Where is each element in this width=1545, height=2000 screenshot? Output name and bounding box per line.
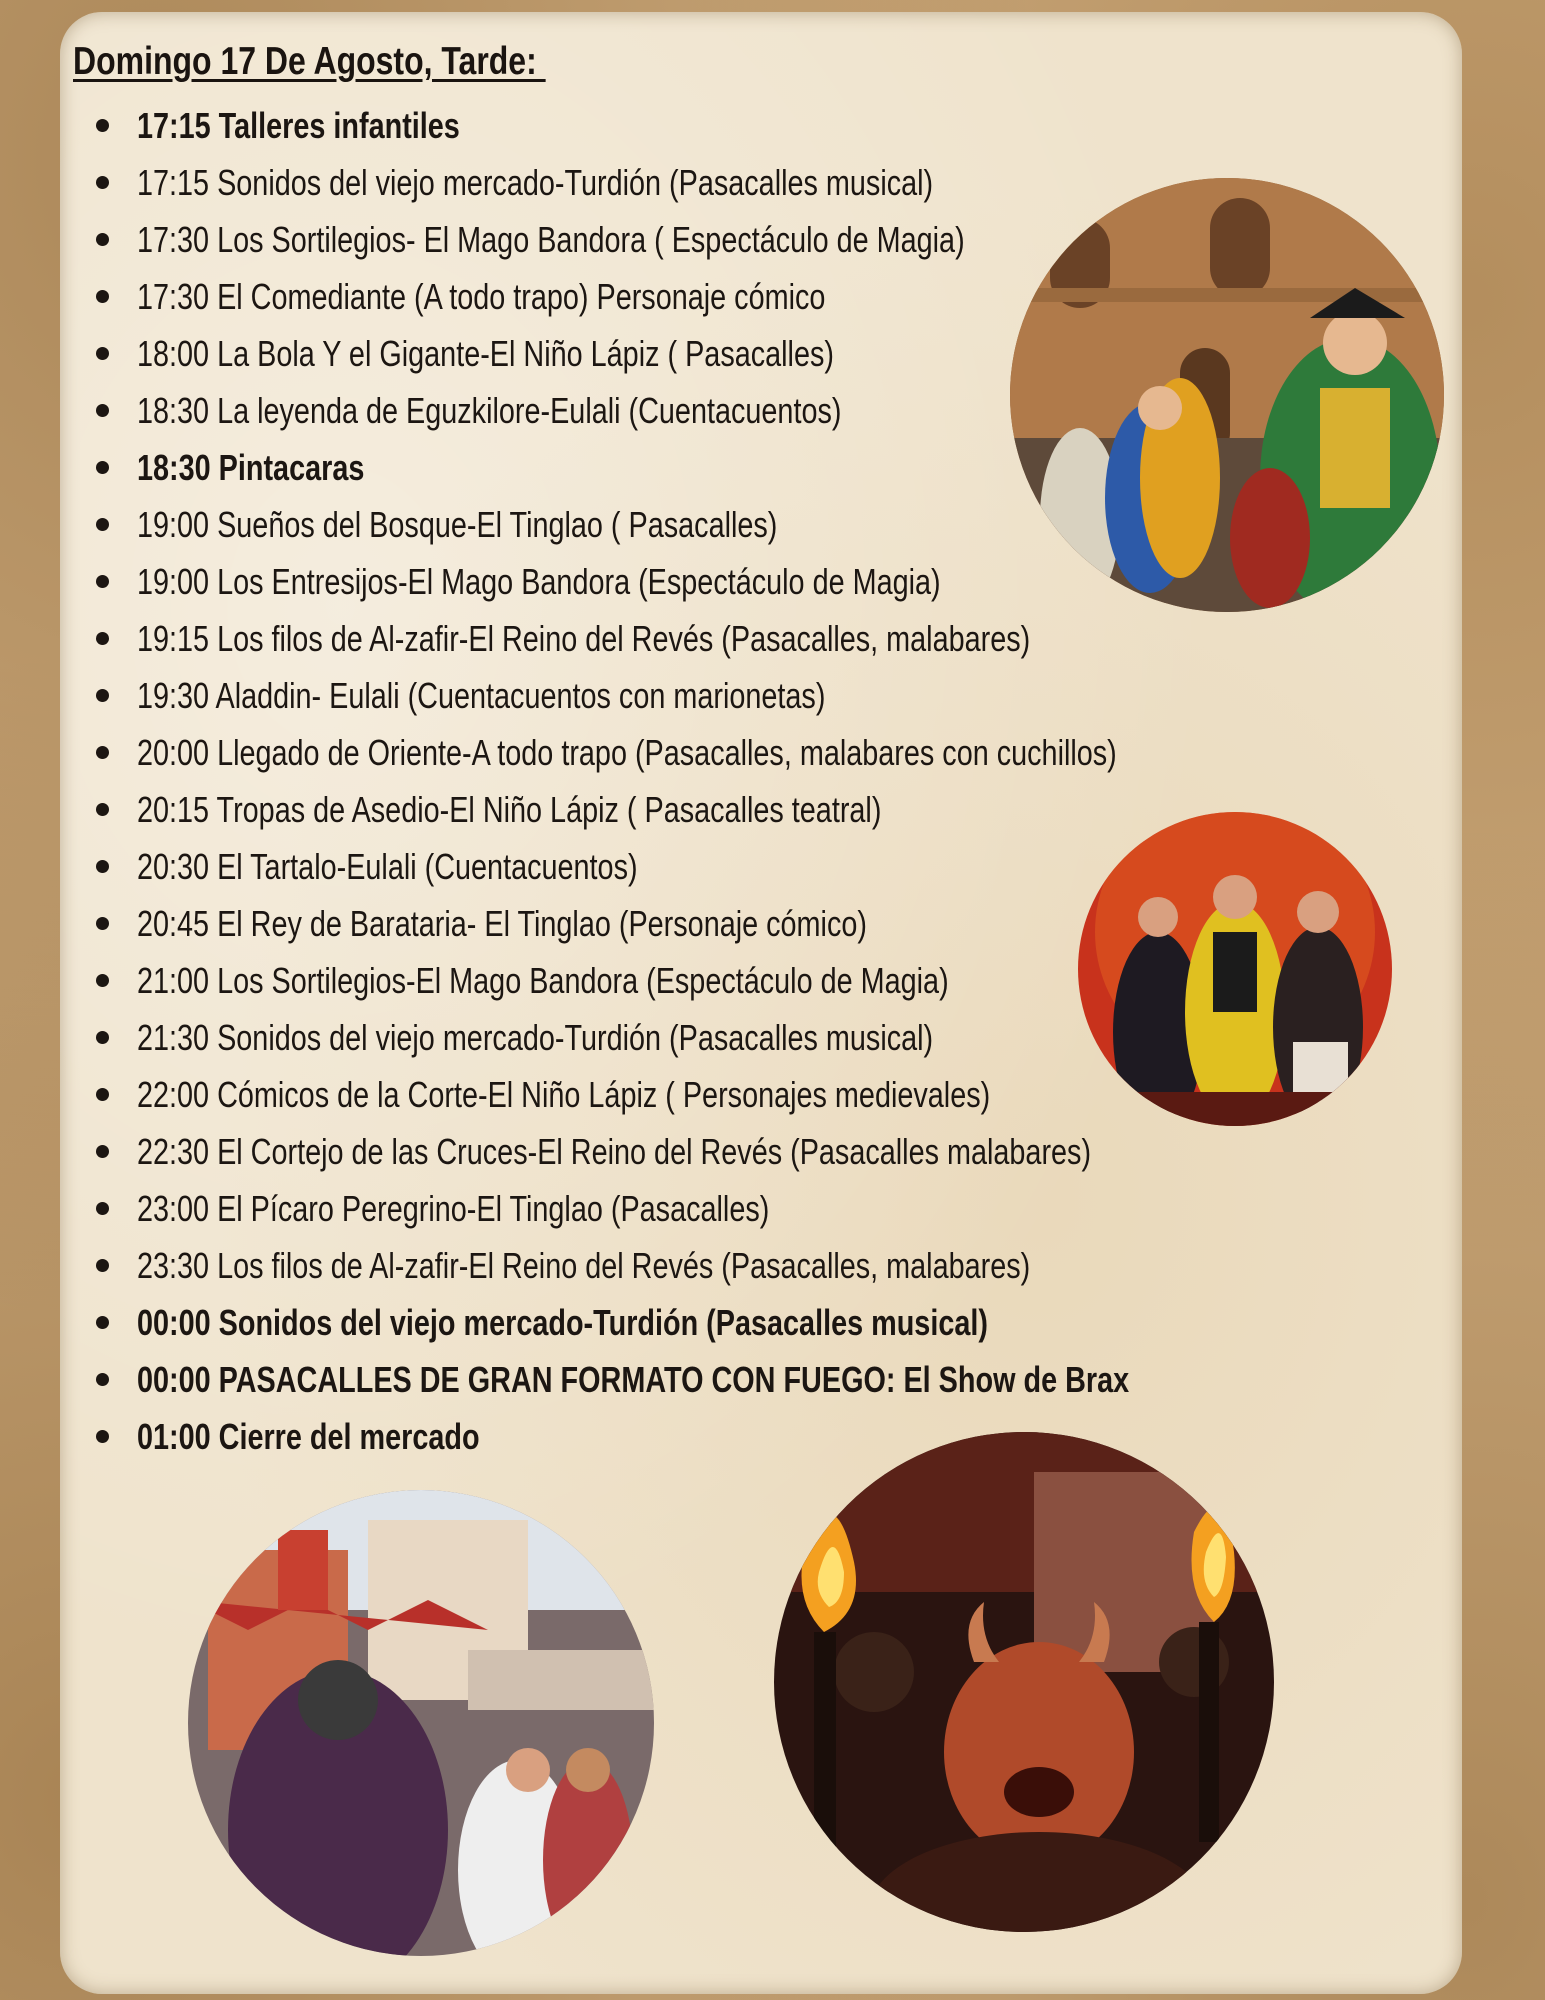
bullet-icon [96,119,109,132]
schedule-item-text: 21:30 Sonidos del viejo mercado-Turdión (Pasacalles musical) [137,1017,934,1058]
schedule-item [82,667,1382,724]
bullet-icon [96,689,109,702]
schedule-item-text: 19:00 Los Entresijos-El Mago Bandora (Espectáculo de Magia) [137,561,941,602]
fire-devil-photo [774,1432,1274,1932]
schedule-item-text: 17:15 Sonidos del viejo mercado-Turdión (Pasacalles musical) [137,162,934,203]
schedule-item [82,97,1382,154]
schedule-item [82,610,1382,667]
bullet-icon [96,461,109,474]
bullet-icon [96,1373,109,1386]
schedule-item [82,1237,1382,1294]
schedule-item [82,1351,1382,1408]
schedule-item-text: 19:30 Aladdin- Eulali (Cuentacuentos con marionetas) [137,675,826,716]
schedule-item-text: 18:30 Pintacaras [137,447,365,488]
bullet-icon [96,1259,109,1272]
schedule-item-text: 22:30 El Cortejo de las Cruces-El Reino del Revés (Pasacalles malabares) [137,1131,1092,1172]
bullet-icon [96,803,109,816]
schedule-item-text: 18:00 La Bola Y el Gigante-El Niño Lápiz ( Pasacalles) [137,333,834,374]
bullet-icon [96,1145,109,1158]
schedule-item-text: 00:00 Sonidos del viejo mercado-Turdión (Pasacalles musical) [137,1302,988,1343]
bullet-icon [96,347,109,360]
schedule-item-text: 20:00 Llegado de Oriente-A todo trapo (Pasacalles, malabares con cuchillos) [137,732,1117,773]
schedule-item-text: 20:45 El Rey de Barataria- El Tinglao (Personaje cómico) [137,903,867,944]
schedule-item-text: 21:00 Los Sortilegios-El Mago Bandora (Espectáculo de Magia) [137,960,949,1001]
schedule-item-text: 01:00 Cierre del mercado [137,1416,480,1457]
bullet-icon [96,233,109,246]
schedule-item [82,1294,1382,1351]
bullet-icon [96,1316,109,1329]
market-crowd-photo [188,1490,654,1956]
costumed-performers-photo [1010,178,1444,612]
bullet-icon [96,518,109,531]
bullet-icon [96,1088,109,1101]
schedule-item-text: 23:30 Los filos de Al-zafir-El Reino del Revés (Pasacalles, malabares) [137,1245,1031,1286]
schedule-item-text: 22:00 Cómicos de la Corte-El Niño Lápiz ( Personajes medievales) [137,1074,991,1115]
bullet-icon [96,917,109,930]
schedule-item-text: 00:00 PASACALLES DE GRAN FORMATO CON FUEGO: El Show de Brax [137,1359,1130,1400]
bullet-icon [96,1202,109,1215]
schedule-item-text: 17:15 Talleres infantiles [137,105,460,146]
schedule-item [82,724,1382,781]
schedule-item-text: 17:30 El Comediante (A todo trapo) Personaje cómico [137,276,826,317]
schedule-item-text: 19:00 Sueños del Bosque-El Tinglao ( Pasacalles) [137,504,778,545]
bullet-icon [96,1430,109,1443]
schedule-item [82,1180,1382,1237]
bullet-icon [96,290,109,303]
bullet-icon [96,176,109,189]
schedule-item-text: 20:30 El Tartalo-Eulali (Cuentacuentos) [137,846,638,887]
schedule-item-text: 19:15 Los filos de Al-zafir-El Reino del Revés (Pasacalles, malabares) [137,618,1031,659]
schedule-item [82,1408,1382,1465]
bullet-icon [96,860,109,873]
schedule-item-text: 17:30 Los Sortilegios- El Mago Bandora ( Espectáculo de Magia) [137,219,965,260]
bullet-icon [96,1031,109,1044]
schedule-item [82,1123,1382,1180]
page-title: Domingo 17 De Agosto, Tarde: [73,40,546,83]
schedule-item-text: 18:30 La leyenda de Eguzkilore-Eulali (Cuentacuentos) [137,390,842,431]
bullet-icon [96,575,109,588]
bullet-icon [96,746,109,759]
bullet-icon [96,404,109,417]
schedule-item-text: 23:00 El Pícaro Peregrino-El Tinglao (Pasacalles) [137,1188,770,1229]
musicians-photo [1078,812,1392,1126]
schedule-item-text: 20:15 Tropas de Asedio-El Niño Lápiz ( Pasacalles teatral) [137,789,882,830]
bullet-icon [96,632,109,645]
bullet-icon [96,974,109,987]
